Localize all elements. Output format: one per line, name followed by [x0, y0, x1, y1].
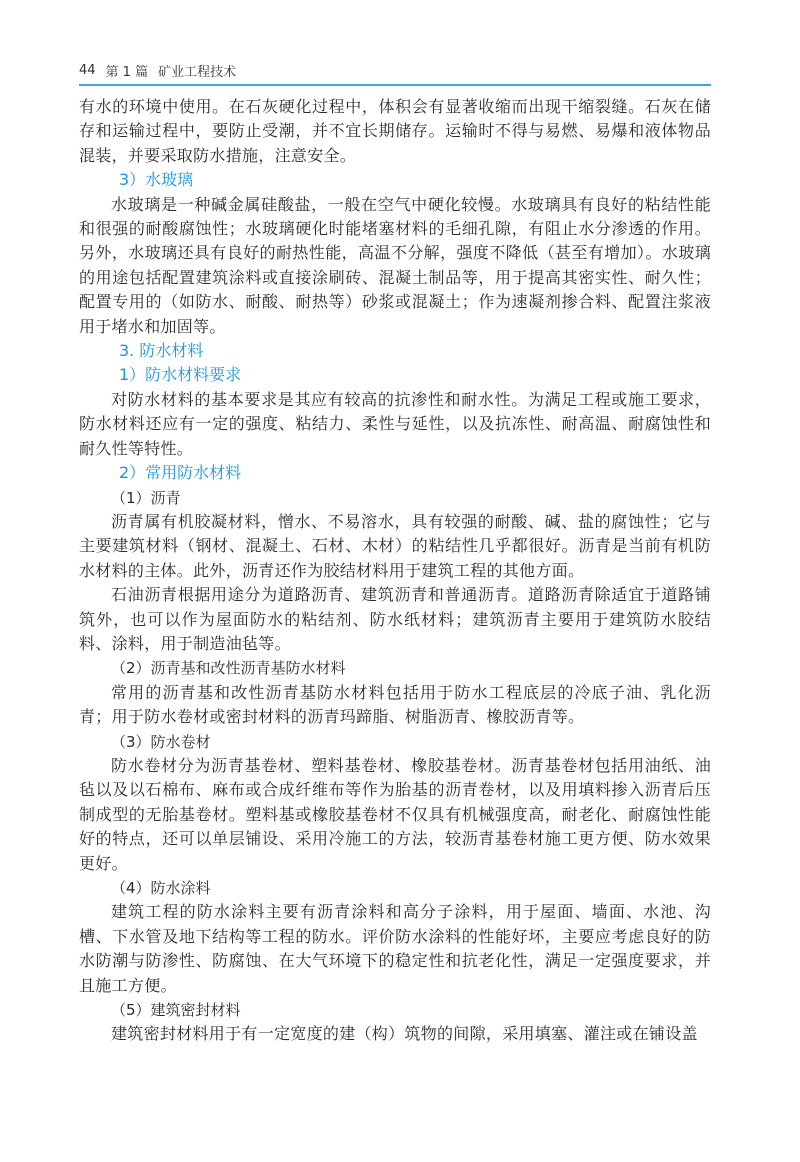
chapter-title: 矿业工程技术	[158, 64, 237, 80]
heading-rolls: （3）防水卷材	[111, 732, 211, 751]
paragraph-coatings: 建筑工程的防水涂料主要有沥青涂料和高分子涂料，用于屋面、墙面、水池、沟槽、下水管及地下结构等工程的防水。评价防水涂料的性能好坏，主要应考虑良好的防水防潮与防渗性、防腐蚀、在大气环境下的稳定性和抗老化性，满足一定强度要求，并且施工方便。	[79, 902, 711, 995]
heading-sealing: （5）建筑密封材料	[111, 1001, 241, 1020]
page-number: 44	[79, 62, 96, 78]
heading-common-materials: 2）常用防水材料	[119, 463, 242, 483]
heading-asphalt: （1）沥青	[111, 488, 181, 507]
header-rule	[79, 84, 711, 86]
heading-waterproof-materials: 3. 防水材料	[119, 341, 204, 361]
paragraph-rolls: 防水卷材分为沥青基卷材、塑料基卷材、橡胶基卷材。沥青基卷材包括用油纸、油毡以及以石棉布、麻布或合成纤维布等作为胎基的沥青卷材，以及用填料掺入沥青后压制成型的无胎基卷材。塑料基或橡胶基卷材不仅具有机械强度高，耐老化、耐腐蚀性能好的特点，还可以单层铺设、采用冷施工的方法，较沥青基卷材施工更方便、防水效果更好。	[79, 755, 711, 873]
paragraph-lime-continued: 有水的环境中使用。在石灰硬化过程中，体积会有显著收缩而出现干缩裂缝。石灰在储存和运输过程中，要防止受潮，并不宜长期储存。运输时不得与易燃、易爆和液体物品混装，并要采取防水措施，注意安全。	[79, 97, 711, 165]
paragraph-petroleum-asphalt: 石油沥青根据用途分为道路沥青、建筑沥青和普通沥青。道路沥青除适宜于道路铺筑外，也可以作为屋面防水的粘结剂、防水纸材料；建筑沥青主要用于建筑防水胶结料、涂料，用于制造油毡等。	[79, 585, 711, 653]
heading-requirements: 1）防水材料要求	[119, 365, 242, 385]
heading-water-glass: 3）水玻璃	[119, 170, 194, 190]
paragraph-sealing: 建筑密封材料用于有一定宽度的建（构）筑物的间隙，采用填塞、灌注或在铺设盖	[111, 1024, 698, 1044]
heading-coatings: （4）防水涂料	[111, 879, 211, 897]
paragraph-requirements: 对防水材料的基本要求是其应有较高的抗渗性和耐水性。为满足工程或施工要求，防水材料还应有一定的强度、粘结力、柔性与延性，以及抗冻性、耐高温、耐腐蚀性和耐久性等特性。	[79, 389, 711, 458]
paragraph-modified-asphalt: 常用的沥青基和改性沥青基防水材料包括用于防水工程底层的冷底子油、乳化沥青；用于防水卷材或密封材料的沥青玛蹄脂、树脂沥青、橡胶沥青等。	[79, 682, 711, 727]
heading-modified-asphalt: （2）沥青基和改性沥青基防水材料	[111, 659, 346, 678]
paragraph-water-glass: 水玻璃是一种碱金属硅酸盐，一般在空气中硬化较慢。水玻璃具有良好的粘结性能和很强的耐酸腐蚀性；水玻璃硬化时能堵塞材料的毛细孔隙，有阻止水分渗透的作用。另外，水玻璃还具有良好的耐热性能，高温不分解，强度不降低（甚至有增加）。水玻璃的用途包括配置建筑涂料或直接涂刷砖、混凝土制品等，用于提高其密实性、耐久性；配置专用的（如防水、耐酸、耐热等）砂浆或混凝土；作为速凝剂掺合料、配置注浆液用于堵水和加固等。	[79, 194, 711, 336]
page-body	[79, 95, 711, 1047]
running-header	[79, 60, 711, 80]
paragraph-asphalt: 沥青属有机胶凝材料，憎水、不易溶水，具有较强的耐酸、碱、盐的腐蚀性；它与主要建筑材料（钢材、混凝土、石材、木材）的粘结性几乎都很好。沥青是当前有机防水材料的主体。此外，沥青还作为胶结材料用于建筑工程的其他方面。	[79, 511, 711, 580]
chapter-label: 第 1 篇	[105, 64, 149, 80]
